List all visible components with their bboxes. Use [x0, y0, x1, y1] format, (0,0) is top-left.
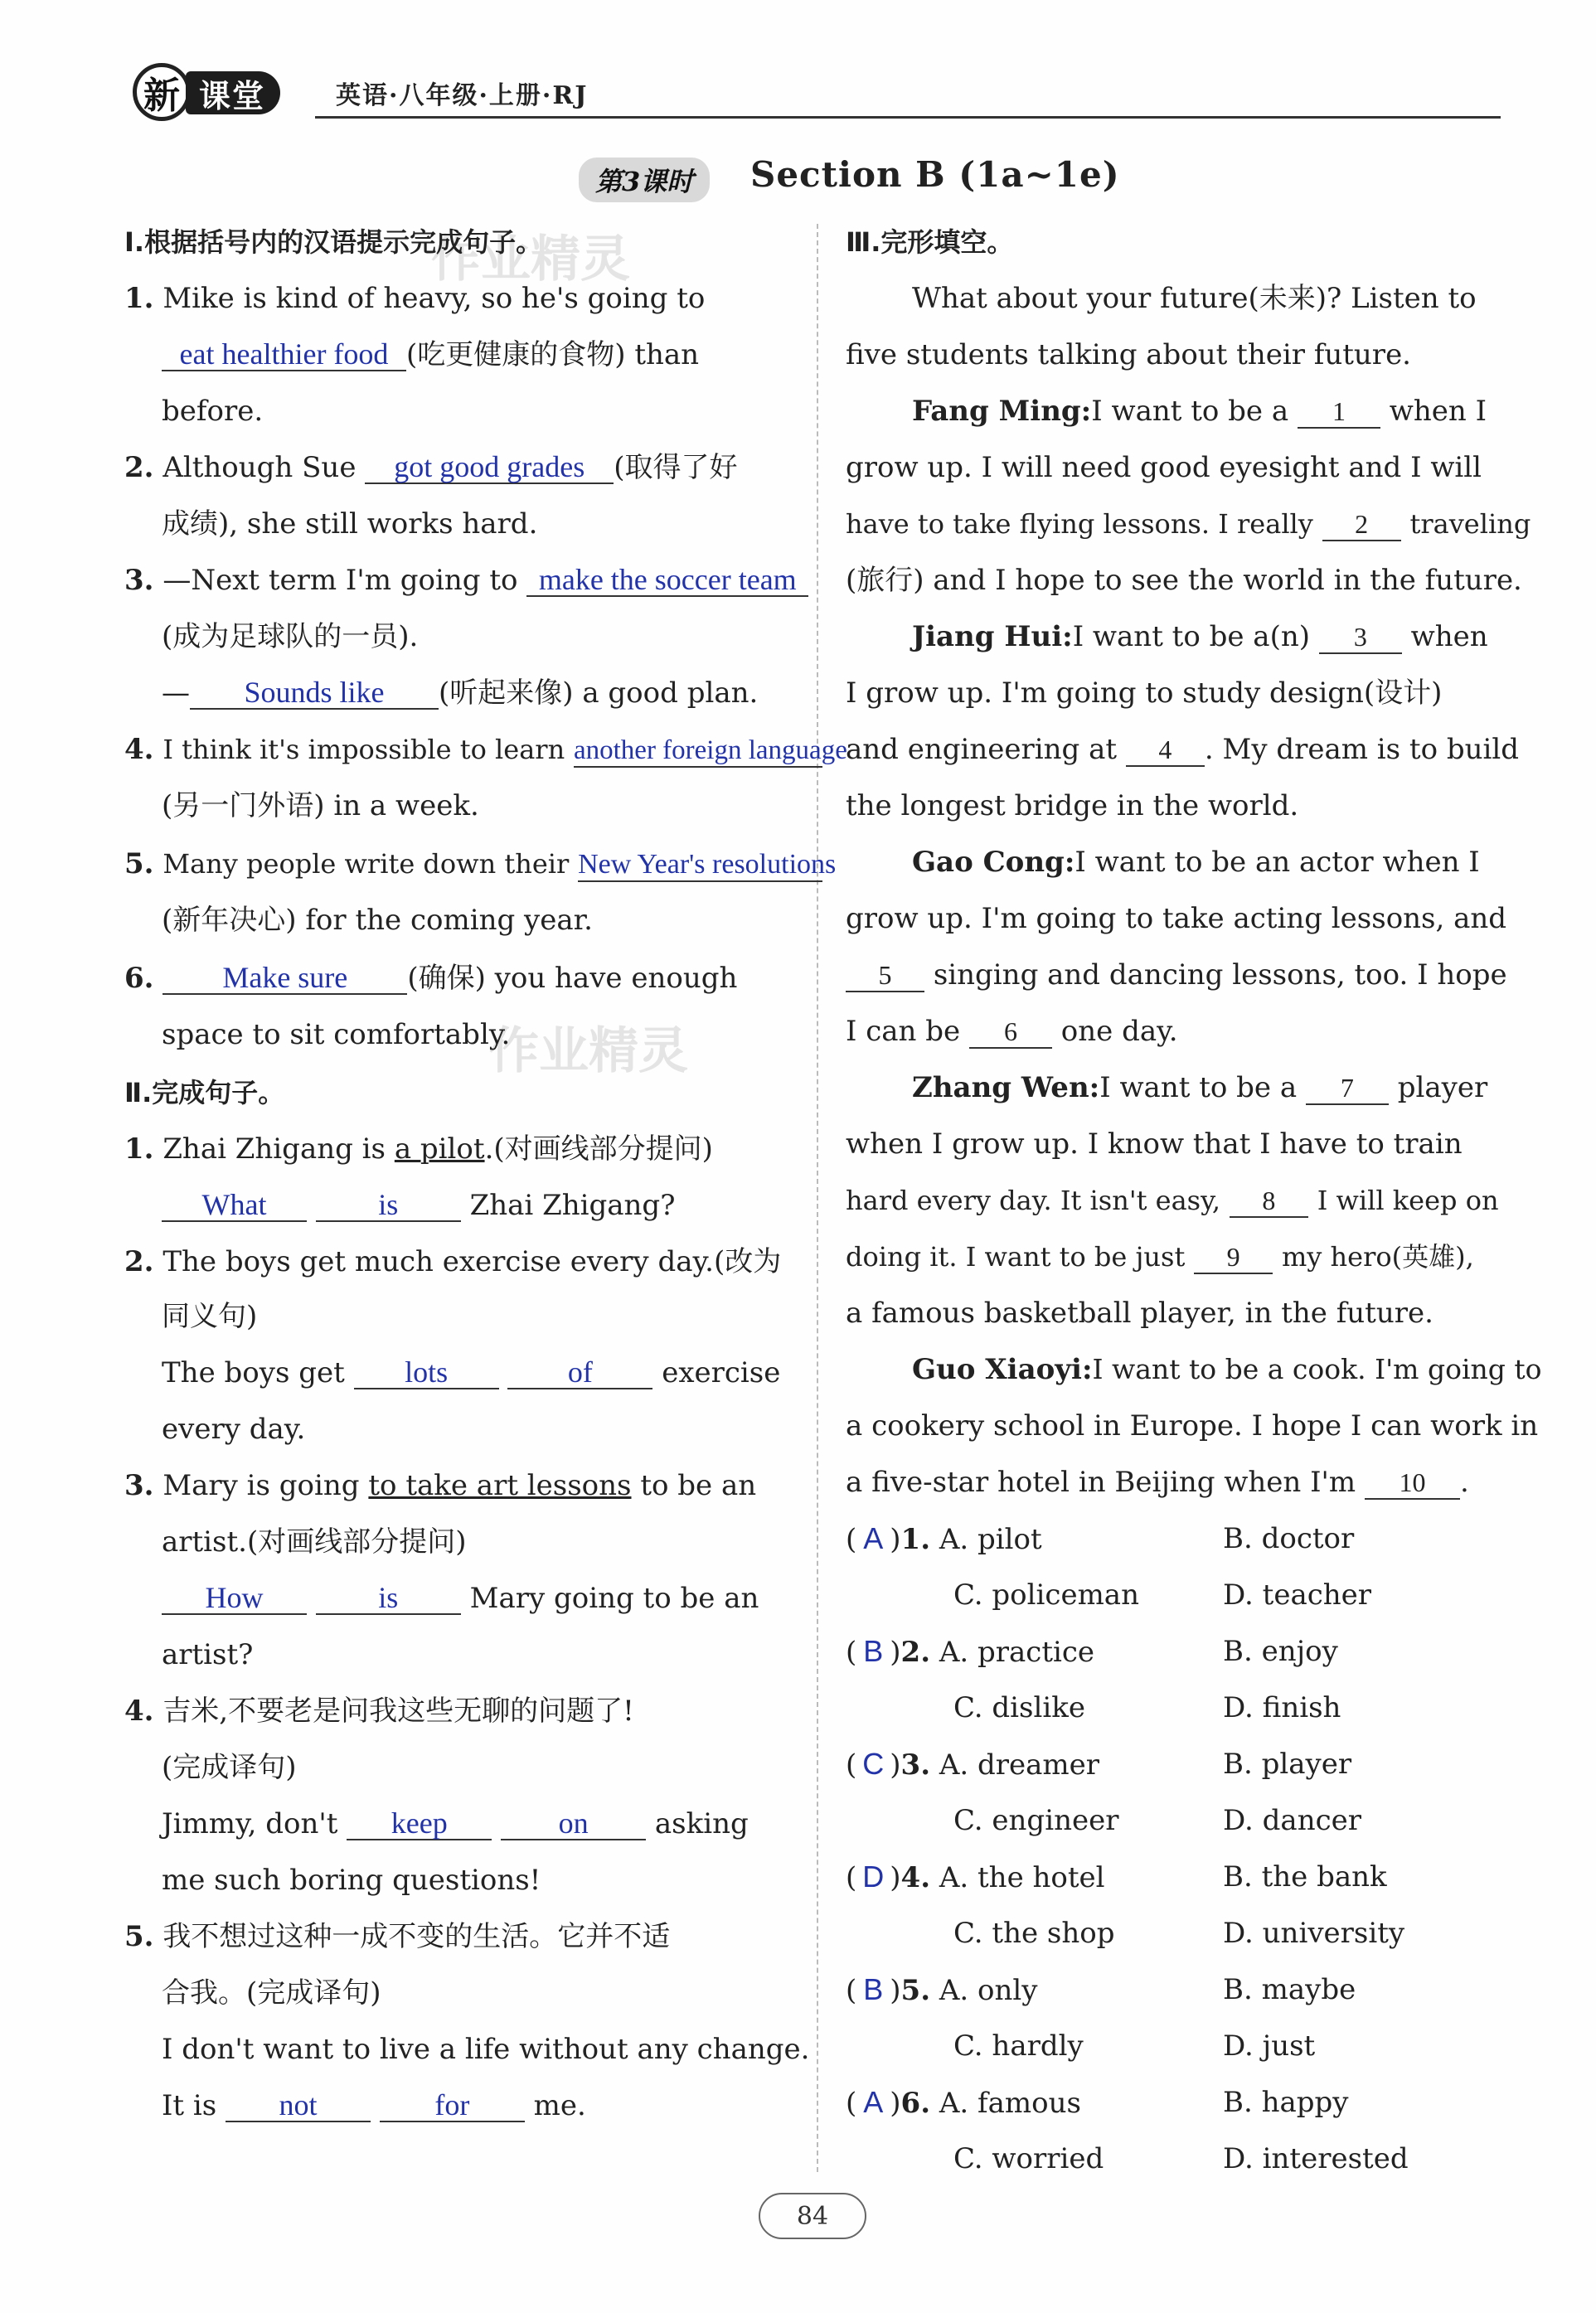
part2-question-4-line3: Jimmy, don't keep on asking — [162, 1806, 749, 1840]
gao-cong-line4: I can be 6 one day. — [846, 1015, 1178, 1048]
gao-cong-line1: Gao Cong:I want to be an actor when I — [912, 846, 1480, 879]
part2-question-5-line3: I don't want to live a life without any change. — [162, 2033, 810, 2066]
part2-question-5: 5. 我不想过这种一成不变的生活。它并不适 — [124, 1920, 671, 1953]
part2-question-4-line4: me such boring questions! — [162, 1864, 541, 1897]
choice-answer: A — [863, 2085, 884, 2119]
part2-question-3-line4: artist? — [162, 1638, 254, 1671]
part2-question-2: 2. The boys get much exercise every day.(改为 — [124, 1245, 782, 1278]
answer-blank[interactable]: of — [507, 1356, 652, 1389]
guo-xiaoyi-line1: Guo Xiaoyi:I want to be a cook. I'm going to — [912, 1353, 1542, 1386]
jiang-hui-line2: I grow up. I'm going to study design(设计) — [846, 676, 1443, 710]
option-d[interactable]: D. just — [1223, 2029, 1316, 2063]
section-2-heading: Ⅱ.完成句子。 — [124, 1077, 285, 1108]
cloze-blank[interactable]: 4 — [1126, 734, 1205, 767]
part2-question-1-line2: What is Zhai Zhigang? — [162, 1187, 675, 1224]
part2-question-3: 3. Mary is going to take art lessons to be an — [124, 1469, 757, 1502]
option-b[interactable]: B. the bank — [1223, 1860, 1387, 1894]
fang-ming-line3: have to take flying lessons. I really 2 traveling — [846, 508, 1531, 540]
question-4: 4. I think it's impossible to learn another foreign language — [124, 733, 847, 766]
answer-blank[interactable]: Make sure — [163, 962, 407, 995]
jiang-hui-line3: and engineering at 4 . My dream is to build — [846, 733, 1520, 766]
part2-question-3-line2: artist.(对画线部分提问) — [162, 1525, 467, 1559]
question-3-line2: (成为足球队的一员). — [162, 620, 419, 653]
page-number: 84 — [759, 2193, 866, 2239]
answer-blank[interactable]: Sounds like — [190, 676, 439, 710]
cloze-blank[interactable]: 8 — [1230, 1185, 1308, 1218]
zhang-wen-line4: doing it. I want to be just 9 my hero(英雄), — [846, 1241, 1474, 1273]
option-d[interactable]: D. interested — [1223, 2142, 1409, 2175]
answer-blank[interactable]: got good grades — [365, 451, 614, 484]
option-c[interactable]: C. worried — [953, 2142, 1104, 2175]
option-row-1[interactable]: ( A )1. A. pilot — [846, 1521, 1042, 1556]
answer-blank[interactable]: lots — [354, 1356, 499, 1389]
question-3: 3. —Next term I'm going to make the soccer team — [124, 562, 808, 599]
guo-xiaoyi-line3: a five-star hotel in Beijing when I'm 10 . — [846, 1466, 1469, 1499]
intro-line1: What about your future(未来)? Listen to — [912, 282, 1477, 315]
cloze-blank[interactable]: 1 — [1298, 395, 1380, 429]
logo-badge: 新 — [133, 63, 191, 121]
gao-cong-line3: 5 singing and dancing lessons, too. I hope — [846, 957, 1507, 993]
part2-question-5-line2: 合我。(完成译句) — [162, 1976, 381, 2010]
option-row-2[interactable]: ( B )2. A. practice — [846, 1634, 1095, 1669]
cloze-blank[interactable]: 10 — [1365, 1467, 1460, 1500]
question-6: 6. Make sure (确保) you have enough — [124, 961, 738, 995]
option-d[interactable]: D. finish — [1223, 1691, 1341, 1724]
answer-blank[interactable]: New Year's resolutions — [578, 849, 822, 882]
watermark: 作业精灵 — [489, 1022, 688, 1080]
fang-ming-line4: (旅行) and I hope to see the world in the future. — [846, 564, 1522, 597]
cloze-blank[interactable]: 5 — [846, 959, 924, 992]
page-header — [124, 56, 1501, 123]
option-c[interactable]: C. the shop — [953, 1917, 1115, 1950]
option-row-6[interactable]: ( A )6. A. famous — [846, 2085, 1081, 2120]
logo-text: 课堂 — [186, 71, 280, 114]
choice-answer: A — [863, 1521, 884, 1555]
question-1-line2: eat healthier food (吃更健康的食物) than — [162, 337, 699, 373]
answer-blank[interactable]: for — [380, 2089, 525, 2122]
zhang-wen-line1: Zhang Wen:I want to be a 7 player — [912, 1071, 1488, 1104]
option-c[interactable]: C. hardly — [953, 2029, 1084, 2063]
option-row-3[interactable]: ( C )3. A. dreamer — [846, 1747, 1100, 1782]
option-b[interactable]: B. doctor — [1223, 1522, 1355, 1555]
zhang-wen-line3: hard every day. It isn't easy, 8 I will keep on — [846, 1185, 1499, 1216]
answer-blank[interactable]: another foreign language — [574, 735, 822, 768]
page-footer — [759, 2193, 866, 2239]
answer-blank[interactable]: is — [316, 1189, 461, 1222]
answer-blank[interactable]: not — [226, 2089, 371, 2122]
brand-logo — [124, 56, 315, 123]
option-d[interactable]: D. teacher — [1223, 1578, 1372, 1612]
question-4-line2: (另一门外语) in a week. — [162, 789, 479, 822]
book-subtitle: 英语·八年级·上册·RJ — [336, 81, 589, 110]
question-3-line3: — Sounds like (听起来像) a good plan. — [162, 676, 759, 710]
option-row-5[interactable]: ( B )5. A. only — [846, 1972, 1038, 2007]
part2-question-2-line4: every day. — [162, 1413, 306, 1446]
gao-cong-line2: grow up. I'm going to take acting lessons, and — [846, 902, 1507, 935]
option-c[interactable]: C. engineer — [953, 1804, 1119, 1837]
jiang-hui-line4: the longest bridge in the world. — [846, 789, 1299, 822]
lesson-heading — [547, 149, 1119, 204]
question-6-line2: space to sit comfortably. — [162, 1018, 511, 1051]
header-rule — [315, 116, 1501, 119]
answer-blank[interactable]: How — [162, 1582, 307, 1615]
question-5-line2: (新年决心) for the coming year. — [162, 904, 593, 937]
watermark: 作业精灵 — [431, 230, 630, 289]
choice-answer: D — [862, 1860, 885, 1894]
answer-blank[interactable]: is — [316, 1582, 461, 1615]
part2-question-1: 1. Zhai Zhigang is a pilot.(对画线部分提问) — [124, 1132, 713, 1166]
zhang-wen-line5: a famous basketball player, in the future. — [846, 1297, 1433, 1330]
cloze-blank[interactable]: 3 — [1319, 621, 1402, 654]
section-3-heading: Ⅲ.完形填空。 — [846, 226, 1014, 258]
section-1-heading: Ⅰ.根据括号内的汉语提示完成句子。 — [124, 226, 543, 258]
question-1: 1. Mike is kind of heavy, so he's going to — [124, 282, 706, 315]
option-b[interactable]: B. enjoy — [1223, 1635, 1338, 1668]
question-2: 2. Although Sue got good grades (取得了好 — [124, 450, 738, 484]
option-b[interactable]: B. maybe — [1223, 1973, 1356, 2006]
answer-blank[interactable]: on — [501, 1807, 646, 1840]
lesson-tag: 第3课时 — [579, 158, 710, 202]
part2-question-2-line2: 同义句) — [162, 1300, 258, 1333]
cloze-blank[interactable]: 9 — [1194, 1241, 1273, 1274]
fang-ming-line1: Fang Ming:I want to be a 1 when I — [912, 395, 1487, 428]
question-1-line3: before. — [162, 395, 264, 428]
option-b[interactable]: B. player — [1223, 1748, 1352, 1781]
option-b[interactable]: B. happy — [1223, 2086, 1349, 2119]
part2-question-2-line3: The boys get lots of exercise — [162, 1355, 781, 1389]
answer-blank[interactable]: eat healthier food — [162, 338, 406, 371]
part2-question-4-line2: (完成译句) — [162, 1751, 297, 1784]
answer-blank[interactable]: make the soccer team — [526, 564, 808, 597]
cloze-blank[interactable]: 7 — [1306, 1072, 1389, 1105]
part2-question-4: 4. 吉米,不要老是问我这些无聊的问题了! — [124, 1695, 634, 1728]
choice-answer: C — [862, 1747, 885, 1781]
lesson-title: Section B (1a~1e) — [750, 154, 1120, 195]
choice-answer: B — [863, 1972, 884, 2006]
question-2-line2: 成绩), she still works hard. — [162, 507, 538, 541]
cloze-blank[interactable]: 6 — [969, 1016, 1052, 1049]
part2-question-5-line4: It is not for me. — [162, 2088, 586, 2122]
answer-blank[interactable]: What — [162, 1189, 307, 1222]
cloze-blank[interactable]: 2 — [1322, 508, 1401, 541]
answer-blank[interactable]: keep — [347, 1807, 492, 1840]
column-divider — [817, 224, 818, 2172]
option-row-4[interactable]: ( D )4. A. the hotel — [846, 1860, 1105, 1894]
question-5: 5. Many people write down their New Year's resolutions — [124, 847, 837, 880]
zhang-wen-line2: when I grow up. I know that I have to train — [846, 1127, 1463, 1161]
option-c[interactable]: C. dislike — [953, 1691, 1085, 1724]
option-d[interactable]: D. university — [1223, 1917, 1405, 1950]
choice-answer: B — [863, 1634, 884, 1668]
option-d[interactable]: D. dancer — [1223, 1804, 1362, 1837]
option-c[interactable]: C. policeman — [953, 1578, 1139, 1612]
intro-line2: five students talking about their future. — [846, 338, 1411, 371]
jiang-hui-line1: Jiang Hui:I want to be a(n) 3 when — [912, 620, 1488, 653]
fang-ming-line2: grow up. I will need good eyesight and I will — [846, 451, 1482, 484]
guo-xiaoyi-line2: a cookery school in Europe. I hope I can work in — [846, 1409, 1539, 1443]
part2-question-3-line3: How is Mary going to be an — [162, 1580, 759, 1617]
